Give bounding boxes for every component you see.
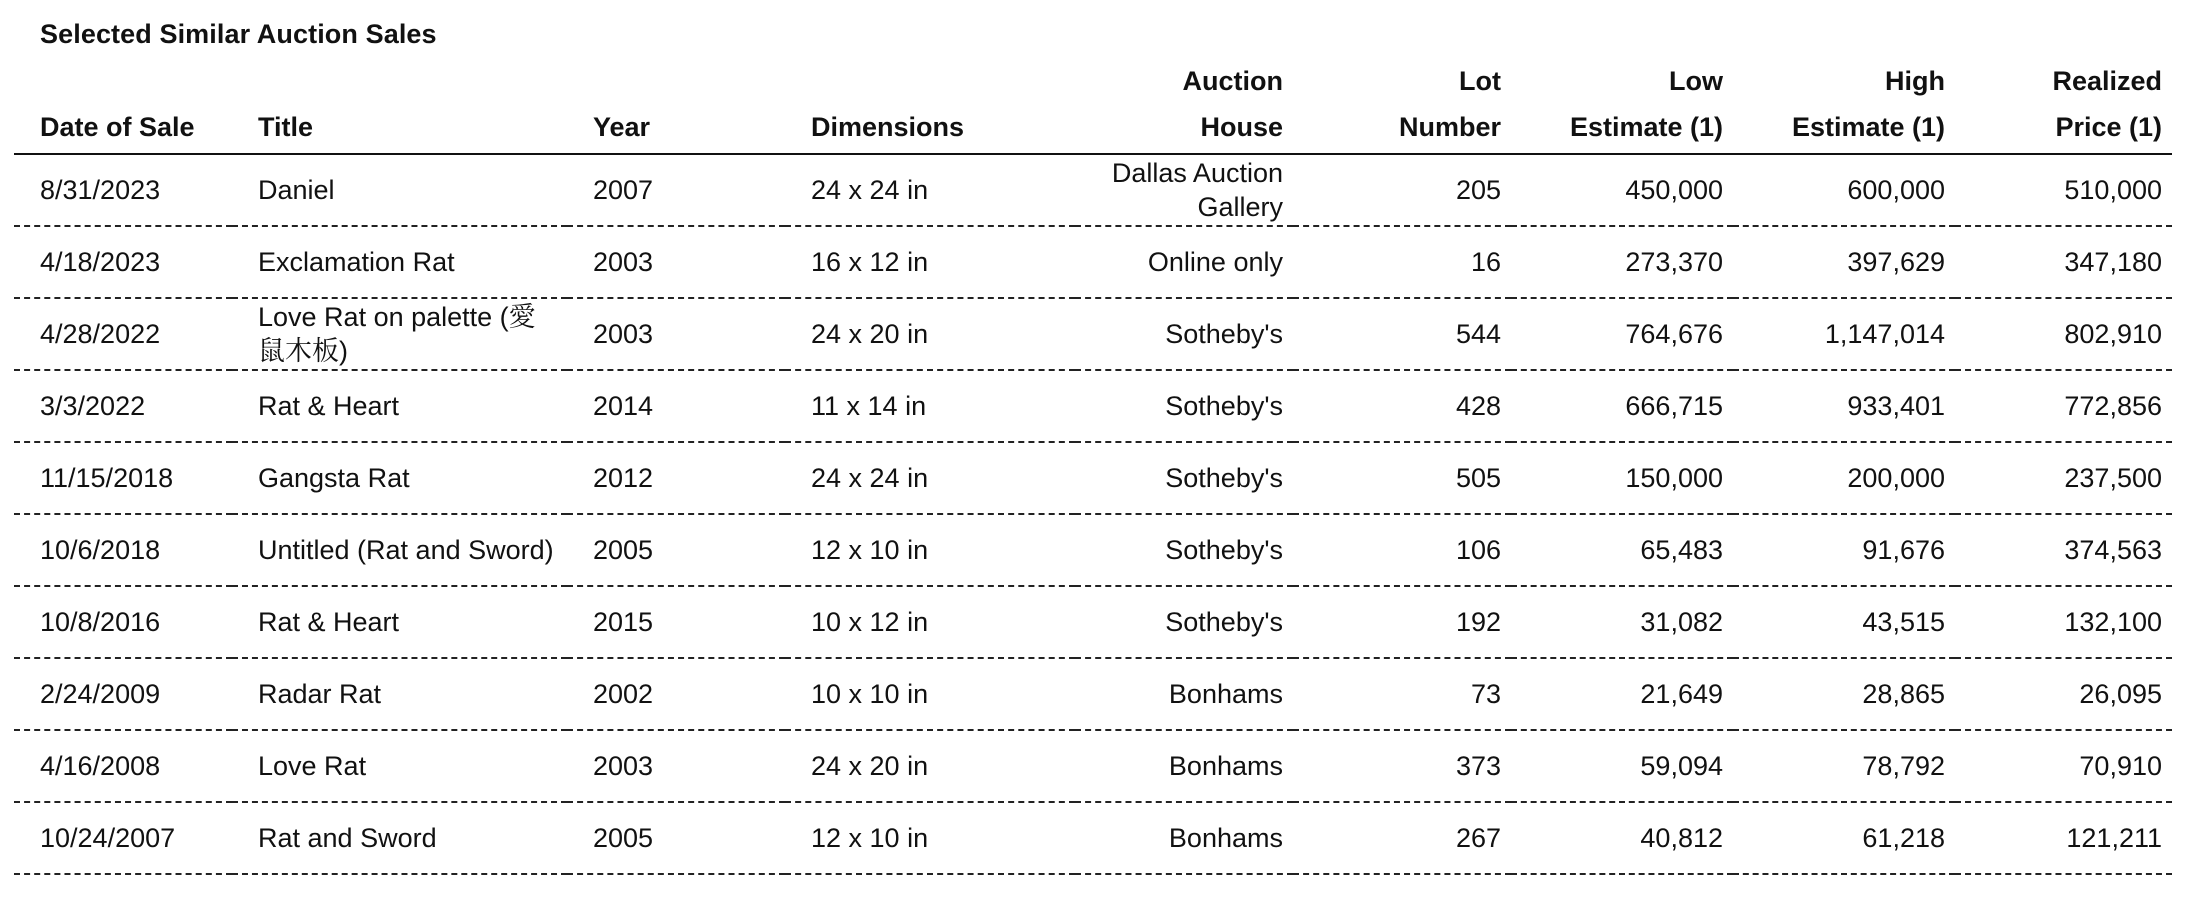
- cell-low-estimate: 273,370: [1511, 226, 1733, 298]
- cell-dimensions: 10 x 12 in: [785, 586, 1075, 658]
- cell-auction-house-line1: Sotheby's: [1165, 391, 1283, 421]
- cell-title: [232, 370, 567, 442]
- cell-date-of-sale: 11/15/2018: [14, 442, 232, 514]
- cell-title-line1: Exclamation Rat: [258, 247, 455, 277]
- cell-title-line1: Radar Rat: [258, 679, 382, 709]
- table-row: [14, 298, 2172, 370]
- header-line1: High: [1885, 66, 1945, 96]
- cell-lot-number: 544: [1293, 298, 1511, 370]
- cell-lot-number: 16: [1293, 226, 1511, 298]
- cell-title: [232, 514, 567, 586]
- cell-title: [232, 730, 567, 802]
- cell-title-line2: 鼠木板): [258, 336, 348, 366]
- header-line2: House: [1200, 112, 1283, 142]
- cell-low-estimate: 21,649: [1511, 658, 1733, 730]
- table-row: [14, 226, 2172, 298]
- header-line2: Estimate (1): [1791, 112, 1945, 142]
- cell-lot-number: 505: [1293, 442, 1511, 514]
- cell-lot-number: 106: [1293, 514, 1511, 586]
- cell-auction-house-line1: Sotheby's: [1165, 463, 1283, 493]
- cell-dimensions: 12 x 10 in: [785, 514, 1075, 586]
- cell-auction-house: [1075, 802, 1293, 874]
- cell-dimensions: 10 x 10 in: [785, 658, 1075, 730]
- cell-title-line1: Daniel: [258, 175, 335, 205]
- cell-title: [232, 154, 567, 226]
- cell-title-line1: Gangsta Rat: [258, 463, 410, 493]
- header-line2: Number: [1398, 112, 1501, 142]
- cell-realized-price: 70,910: [1955, 730, 2172, 802]
- cell-realized-price: 510,000: [1955, 154, 2172, 226]
- header-line1: Low: [1669, 66, 1723, 96]
- cell-title-line1: Rat & Heart: [258, 607, 400, 637]
- cell-high-estimate: 91,676: [1733, 514, 1955, 586]
- cell-high-estimate: 43,515: [1733, 586, 1955, 658]
- cell-year: 2005: [567, 802, 785, 874]
- cell-auction-house-line1: Dallas Auction: [1111, 158, 1283, 188]
- header-line1: Realized: [2052, 66, 2162, 96]
- cell-lot-number: 267: [1293, 802, 1511, 874]
- cell-date-of-sale: 10/6/2018: [14, 514, 232, 586]
- cell-auction-house: [1075, 442, 1293, 514]
- cell-low-estimate: 65,483: [1511, 514, 1733, 586]
- cell-auction-house: [1075, 730, 1293, 802]
- cell-title: [232, 442, 567, 514]
- table-row: [14, 154, 2172, 226]
- header-date-of-sale: [14, 58, 232, 154]
- cell-year: 2012: [567, 442, 785, 514]
- header-dimensions: [785, 58, 1075, 154]
- cell-dimensions: 16 x 12 in: [785, 226, 1075, 298]
- cell-year: 2003: [567, 226, 785, 298]
- cell-auction-house: [1075, 226, 1293, 298]
- cell-high-estimate: 933,401: [1733, 370, 1955, 442]
- cell-year: 2007: [567, 154, 785, 226]
- cell-realized-price: 237,500: [1955, 442, 2172, 514]
- header-year: [567, 58, 785, 154]
- table-row: [14, 658, 2172, 730]
- table-row: [14, 802, 2172, 874]
- cell-auction-house-line1: Bonhams: [1168, 823, 1283, 853]
- header-low-estimate: [1511, 58, 1733, 154]
- header-line2: Price (1): [2055, 112, 2162, 142]
- cell-realized-price: 347,180: [1955, 226, 2172, 298]
- cell-title: [232, 586, 567, 658]
- cell-lot-number: 428: [1293, 370, 1511, 442]
- cell-low-estimate: 40,812: [1511, 802, 1733, 874]
- table-row: [14, 370, 2172, 442]
- cell-high-estimate: 600,000: [1733, 154, 1955, 226]
- table-header: [14, 58, 2172, 154]
- cell-high-estimate: 28,865: [1733, 658, 1955, 730]
- cell-realized-price: 802,910: [1955, 298, 2172, 370]
- cell-lot-number: 373: [1293, 730, 1511, 802]
- cell-lot-number: 73: [1293, 658, 1511, 730]
- cell-auction-house-line1: Sotheby's: [1165, 319, 1283, 349]
- cell-title: [232, 658, 567, 730]
- cell-high-estimate: 1,147,014: [1733, 298, 1955, 370]
- cell-auction-house-line2: Gallery: [1197, 192, 1283, 222]
- cell-realized-price: 132,100: [1955, 586, 2172, 658]
- cell-date-of-sale: 4/18/2023: [14, 226, 232, 298]
- header-lot-number: [1293, 58, 1511, 154]
- cell-dimensions: 24 x 20 in: [785, 298, 1075, 370]
- cell-low-estimate: 150,000: [1511, 442, 1733, 514]
- cell-year: 2005: [567, 514, 785, 586]
- cell-auction-house-line1: Sotheby's: [1165, 607, 1283, 637]
- table-row: [14, 442, 2172, 514]
- cell-dimensions: 24 x 20 in: [785, 730, 1075, 802]
- cell-low-estimate: 450,000: [1511, 154, 1733, 226]
- cell-year: 2003: [567, 730, 785, 802]
- cell-title-line1: Love Rat on palette (愛: [258, 302, 536, 332]
- cell-date-of-sale: 10/8/2016: [14, 586, 232, 658]
- cell-dimensions: 12 x 10 in: [785, 802, 1075, 874]
- cell-auction-house-line1: Online only: [1147, 247, 1283, 277]
- cell-high-estimate: 200,000: [1733, 442, 1955, 514]
- cell-title: [232, 802, 567, 874]
- header-line1: Auction: [1182, 66, 1283, 96]
- cell-title-line1: Rat & Heart: [258, 391, 400, 421]
- cell-auction-house: [1075, 298, 1293, 370]
- cell-realized-price: 374,563: [1955, 514, 2172, 586]
- header-line2: Date of Sale: [40, 112, 195, 142]
- cell-date-of-sale: 4/28/2022: [14, 298, 232, 370]
- cell-year: 2015: [567, 586, 785, 658]
- cell-year: 2003: [567, 298, 785, 370]
- cell-low-estimate: 666,715: [1511, 370, 1733, 442]
- cell-realized-price: 121,211: [1955, 802, 2172, 874]
- header-line2: Estimate (1): [1569, 112, 1723, 142]
- header-title: [232, 58, 567, 154]
- header-line2: Dimensions: [811, 112, 965, 142]
- cell-title: [232, 226, 567, 298]
- cell-date-of-sale: 2/24/2009: [14, 658, 232, 730]
- cell-auction-house: [1075, 514, 1293, 586]
- cell-auction-house-line1: Bonhams: [1168, 751, 1283, 781]
- cell-dimensions: 11 x 14 in: [785, 370, 1075, 442]
- table-row: [14, 514, 2172, 586]
- cell-year: 2002: [567, 658, 785, 730]
- cell-low-estimate: 764,676: [1511, 298, 1733, 370]
- header-row: [14, 58, 2172, 154]
- cell-date-of-sale: 4/16/2008: [14, 730, 232, 802]
- cell-year: 2014: [567, 370, 785, 442]
- auction-sales-table: [14, 58, 2172, 875]
- cell-title-line1: Untitled (Rat and Sword): [258, 535, 554, 565]
- cell-dimensions: 24 x 24 in: [785, 154, 1075, 226]
- cell-realized-price: 26,095: [1955, 658, 2172, 730]
- cell-auction-house-line1: Sotheby's: [1165, 535, 1283, 565]
- header-line2: Year: [593, 112, 651, 142]
- cell-date-of-sale: 3/3/2022: [14, 370, 232, 442]
- header-auction-house: [1075, 58, 1293, 154]
- cell-high-estimate: 78,792: [1733, 730, 1955, 802]
- cell-title-line1: Love Rat: [258, 751, 367, 781]
- table-title: Selected Similar Auction Sales: [40, 19, 437, 49]
- table-row: [14, 730, 2172, 802]
- cell-title-line1: Rat and Sword: [258, 823, 437, 853]
- header-realized-price: [1955, 58, 2172, 154]
- table-row: [14, 586, 2172, 658]
- cell-low-estimate: 31,082: [1511, 586, 1733, 658]
- cell-auction-house: [1075, 586, 1293, 658]
- table-body: [14, 154, 2172, 874]
- cell-title: [232, 298, 567, 370]
- cell-high-estimate: 61,218: [1733, 802, 1955, 874]
- header-line2: Title: [258, 112, 314, 142]
- header-high-estimate: [1733, 58, 1955, 154]
- cell-date-of-sale: 8/31/2023: [14, 154, 232, 226]
- cell-lot-number: 205: [1293, 154, 1511, 226]
- cell-date-of-sale: 10/24/2007: [14, 802, 232, 874]
- cell-low-estimate: 59,094: [1511, 730, 1733, 802]
- cell-auction-house: [1075, 154, 1293, 226]
- cell-realized-price: 772,856: [1955, 370, 2172, 442]
- cell-auction-house: [1075, 370, 1293, 442]
- cell-lot-number: 192: [1293, 586, 1511, 658]
- cell-auction-house: [1075, 658, 1293, 730]
- cell-high-estimate: 397,629: [1733, 226, 1955, 298]
- cell-auction-house-line1: Bonhams: [1168, 679, 1283, 709]
- header-line1: Lot: [1459, 66, 1501, 96]
- cell-dimensions: 24 x 24 in: [785, 442, 1075, 514]
